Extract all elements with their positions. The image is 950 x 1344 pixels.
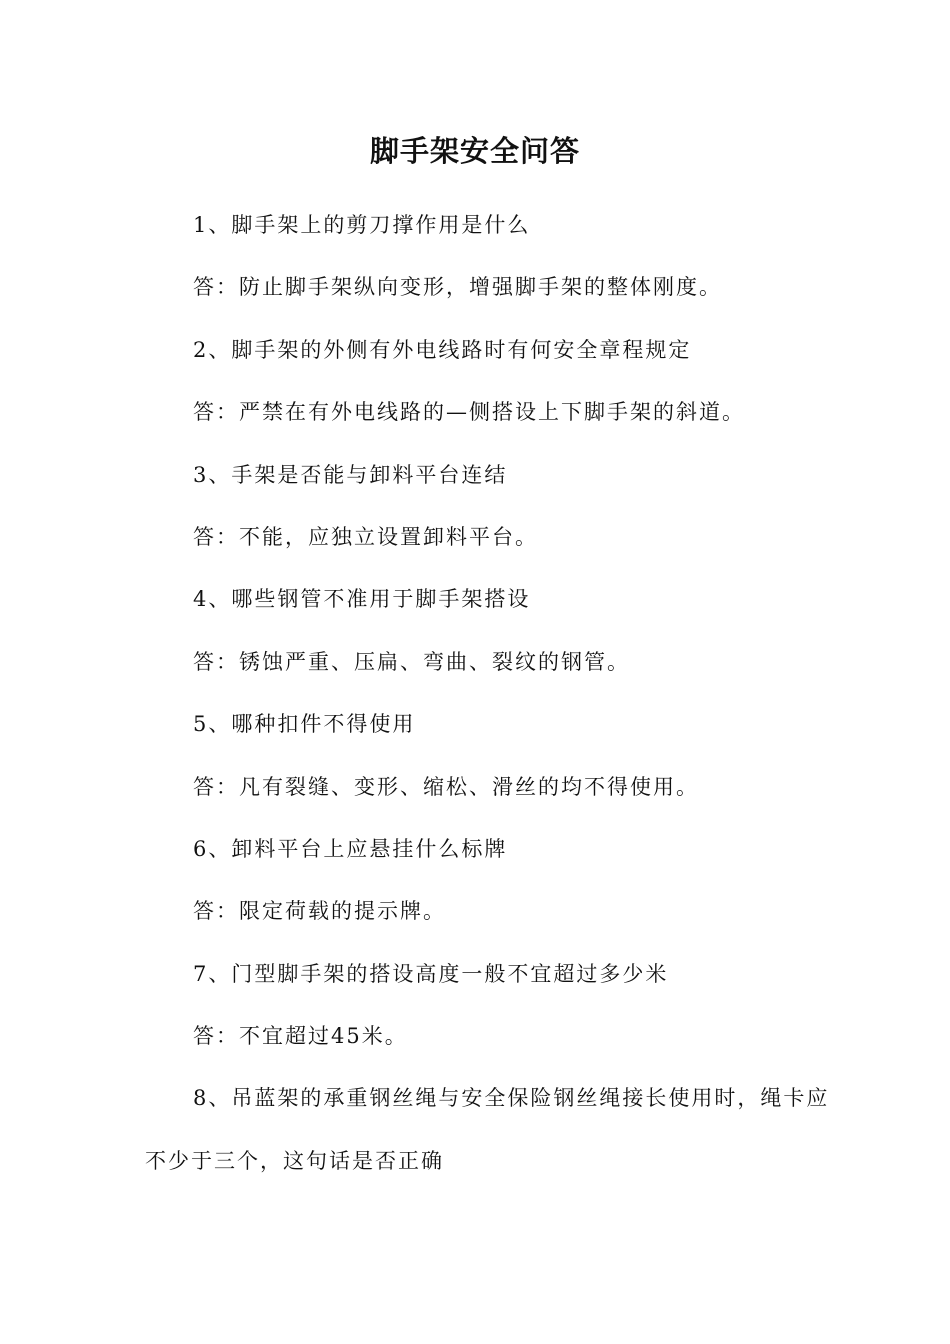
question-5: 5、哪种扣件不得使用 (193, 712, 416, 737)
answer-3: 答：不能，应独立设置卸料平台。 (193, 524, 538, 549)
answer-4: 答：锈蚀严重、压扁、弯曲、裂纹的钢管。 (193, 649, 630, 674)
answer-2: 答：严禁在有外电线路的—侧搭设上下脚手架的斜道。 (193, 400, 745, 425)
qa-list (145, 194, 830, 1192)
document-title: 脚手架安全问答 (369, 134, 580, 168)
question-7: 7、门型脚手架的搭设高度一般不宜超过多少米 (193, 961, 669, 986)
question-4: 4、哪些钢管不准用于脚手架搭设 (193, 587, 531, 612)
answer-5: 答：凡有裂缝、变形、缩松、滑丝的均不得使用。 (193, 774, 699, 799)
question-3: 3、手架是否能与卸料平台连结 (193, 462, 508, 487)
question-1: 1、脚手架上的剪刀撑作用是什么 (193, 213, 531, 237)
question-8-continuation: 不少于三个，这句话是否正确 (145, 1148, 444, 1173)
answer-6: 答：限定荷载的提示牌。 (193, 899, 446, 924)
question-8: 8、吊蓝架的承重钢丝绳与安全保险钢丝绳接长使用时，绳卡应 (193, 1086, 830, 1111)
answer-1: 答：防止脚手架纵向变形，增强脚手架的整体刚度。 (193, 275, 722, 300)
question-2: 2、脚手架的外侧有外电线路时有何安全章程规定 (193, 337, 692, 362)
answer-7: 答：不宜超过45米。 (193, 1024, 408, 1049)
question-6: 6、卸料平台上应悬挂什么标牌 (193, 836, 508, 861)
